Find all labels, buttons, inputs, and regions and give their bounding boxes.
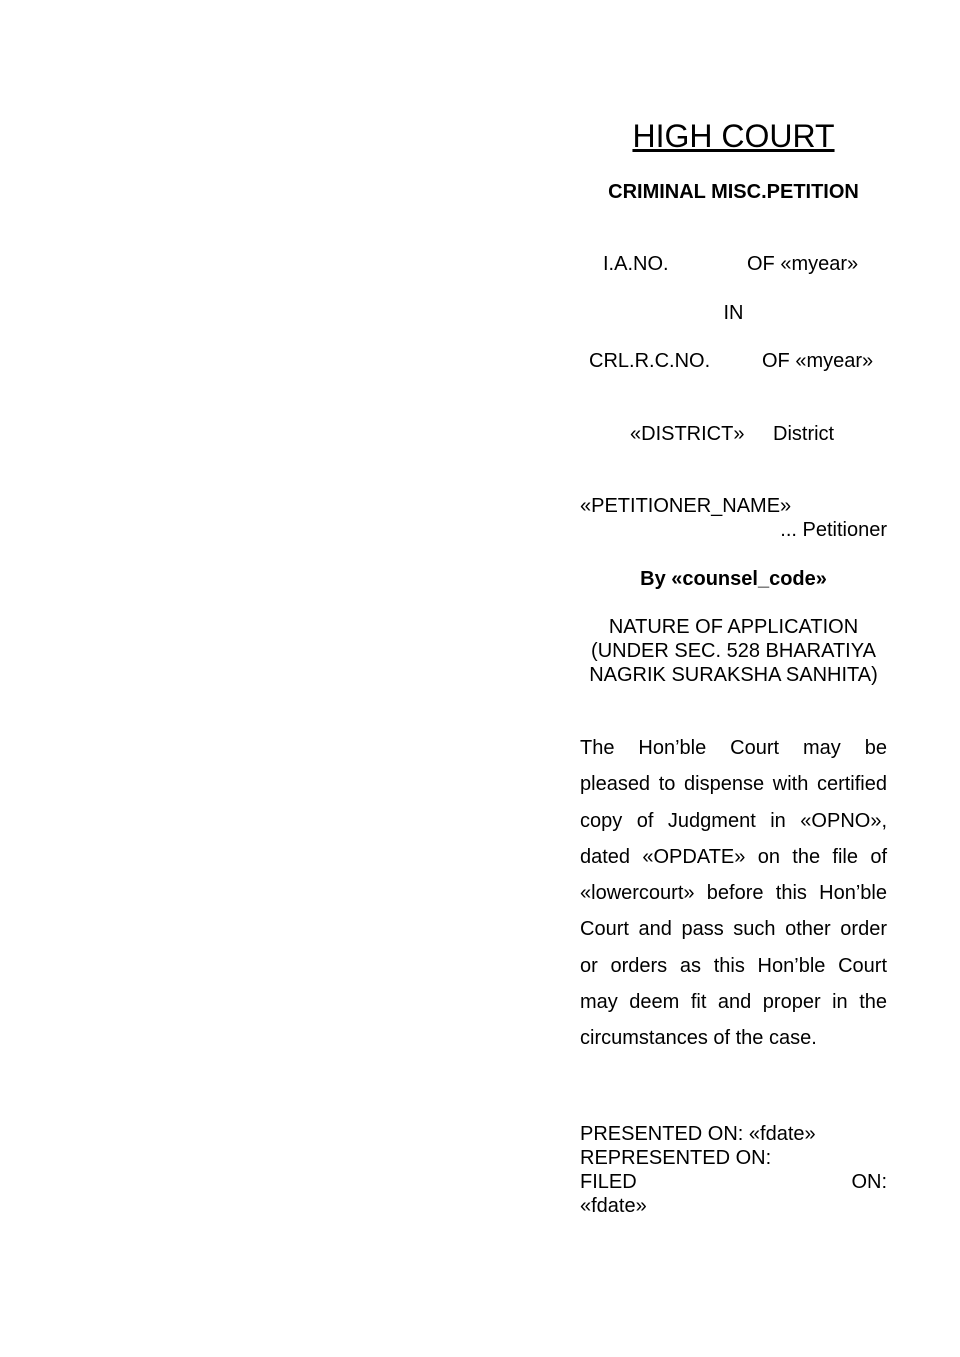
crl-year: OF «myear» [762, 350, 874, 372]
nature-line-1: NATURE OF APPLICATION [608, 616, 859, 638]
represented-on: REPRESENTED ON: [580, 1147, 772, 1169]
filed-label: FILED [580, 1171, 637, 1193]
district-label: District [773, 423, 835, 445]
court-title: HIGH COURT [632, 118, 835, 154]
filed-date: «fdate» [580, 1195, 647, 1217]
district-line [580, 422, 887, 446]
filed-on-line [580, 1170, 887, 1194]
ia-year: OF «myear» [747, 253, 859, 275]
nature-of-application [580, 615, 887, 687]
counsel-line: By «counsel_code» [640, 568, 827, 590]
petitioner-name: «PETITIONER_NAME» [580, 495, 792, 517]
presented-on: PRESENTED ON: «fdate» [580, 1123, 816, 1145]
ia-label: I.A.NO. [603, 253, 669, 275]
nature-line-3: NAGRIK SURAKSHA SANHITA) [589, 664, 878, 686]
petition-type: CRIMINAL MISC.PETITION [608, 181, 859, 203]
nature-line-2: (UNDER SEC. 528 BHARATIYA [591, 640, 876, 662]
filed-on-label: ON: [851, 1171, 887, 1193]
ia-number-line [580, 252, 887, 276]
crl-label: CRL.R.C.NO. [589, 350, 711, 372]
crl-number-line [580, 349, 887, 373]
district-name: «DISTRICT» [630, 423, 745, 445]
prayer-paragraph: The Hon’ble Court may be pleased to dispense with certified copy of Judgment in «OPNO», dated «OPDATE» on the file of «lowercourt» before this Hon’ble Court and pass such other order or orders as this Hon’ble Court may deem fit and proper in the circumstances of the case. [580, 737, 887, 1050]
in-label: IN [723, 302, 744, 324]
petitioner-role: ... Petitioner [780, 519, 887, 541]
